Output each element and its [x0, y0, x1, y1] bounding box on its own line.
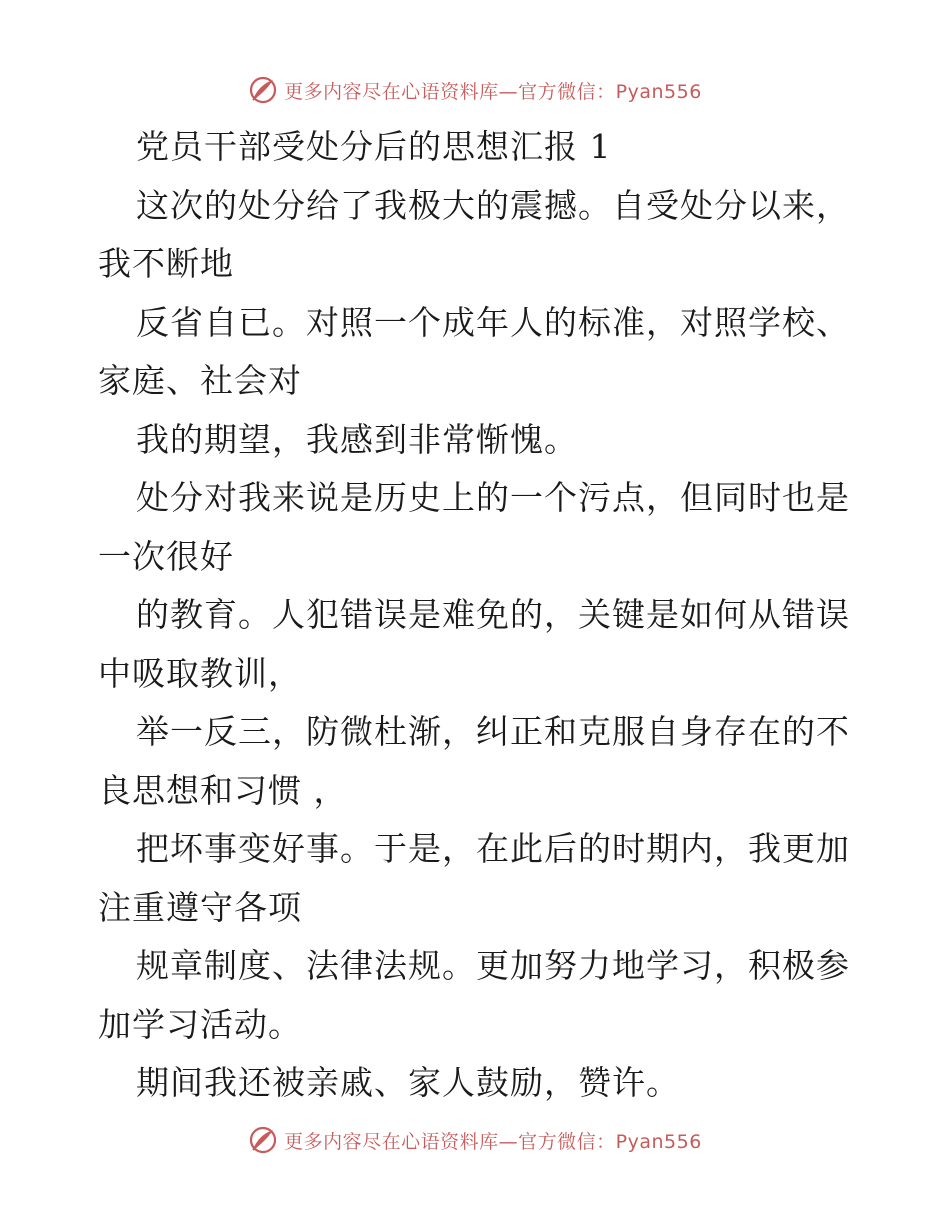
paragraph-line: 把坏事变好事。于是，在此后的时期内，我更加	[136, 829, 850, 868]
paragraph-line: 举一反三，防微杜渐，纠正和克服自身存在的不	[136, 712, 850, 751]
paragraph-line: 中吸取教训，	[98, 653, 302, 693]
paragraph-line: 良思想和习惯 ，	[98, 770, 348, 810]
document-body	[98, 118, 858, 1113]
paragraph-line: 我的期望，我感到非常惭愧。	[136, 419, 578, 459]
paragraph-line: 我不断地	[98, 244, 234, 283]
paragraph-line: 处分对我来说是历史上的一个污点，但同时也是	[136, 478, 850, 517]
quill-logo-icon	[248, 75, 278, 105]
header-banner-text: 更多内容尽在心语资料库—官方微信：Pyan556	[284, 80, 702, 103]
paragraph-line: 反省自已。对照一个成年人的标准，对照学校、	[136, 302, 850, 342]
paragraph-line: 规章制度、法律法规。更加努力地学习，积极参	[136, 946, 850, 985]
paragraph-line: 一次很好	[98, 536, 234, 576]
footer-banner	[0, 1120, 950, 1160]
paragraph-line: 家庭、社会对	[98, 361, 302, 400]
quill-logo-icon	[248, 1125, 278, 1155]
paragraph-line: 期间我还被亲戚、家人鼓励，赞许。	[136, 1063, 680, 1102]
paragraph-line: 注重遵守各项	[98, 887, 302, 927]
document-title: 党员干部受处分后的思想汇报 1	[136, 127, 612, 166]
paragraph-line: 这次的处分给了我极大的震撼。自受处分以来，	[136, 185, 850, 225]
paragraph-line: 加学习活动。	[98, 1004, 302, 1044]
paragraph-line: 的教育。人犯错误是难免的，关键是如何从错误	[136, 595, 850, 634]
header-banner	[0, 70, 950, 110]
footer-banner-text: 更多内容尽在心语资料库—官方微信：Pyan556	[284, 1130, 702, 1153]
